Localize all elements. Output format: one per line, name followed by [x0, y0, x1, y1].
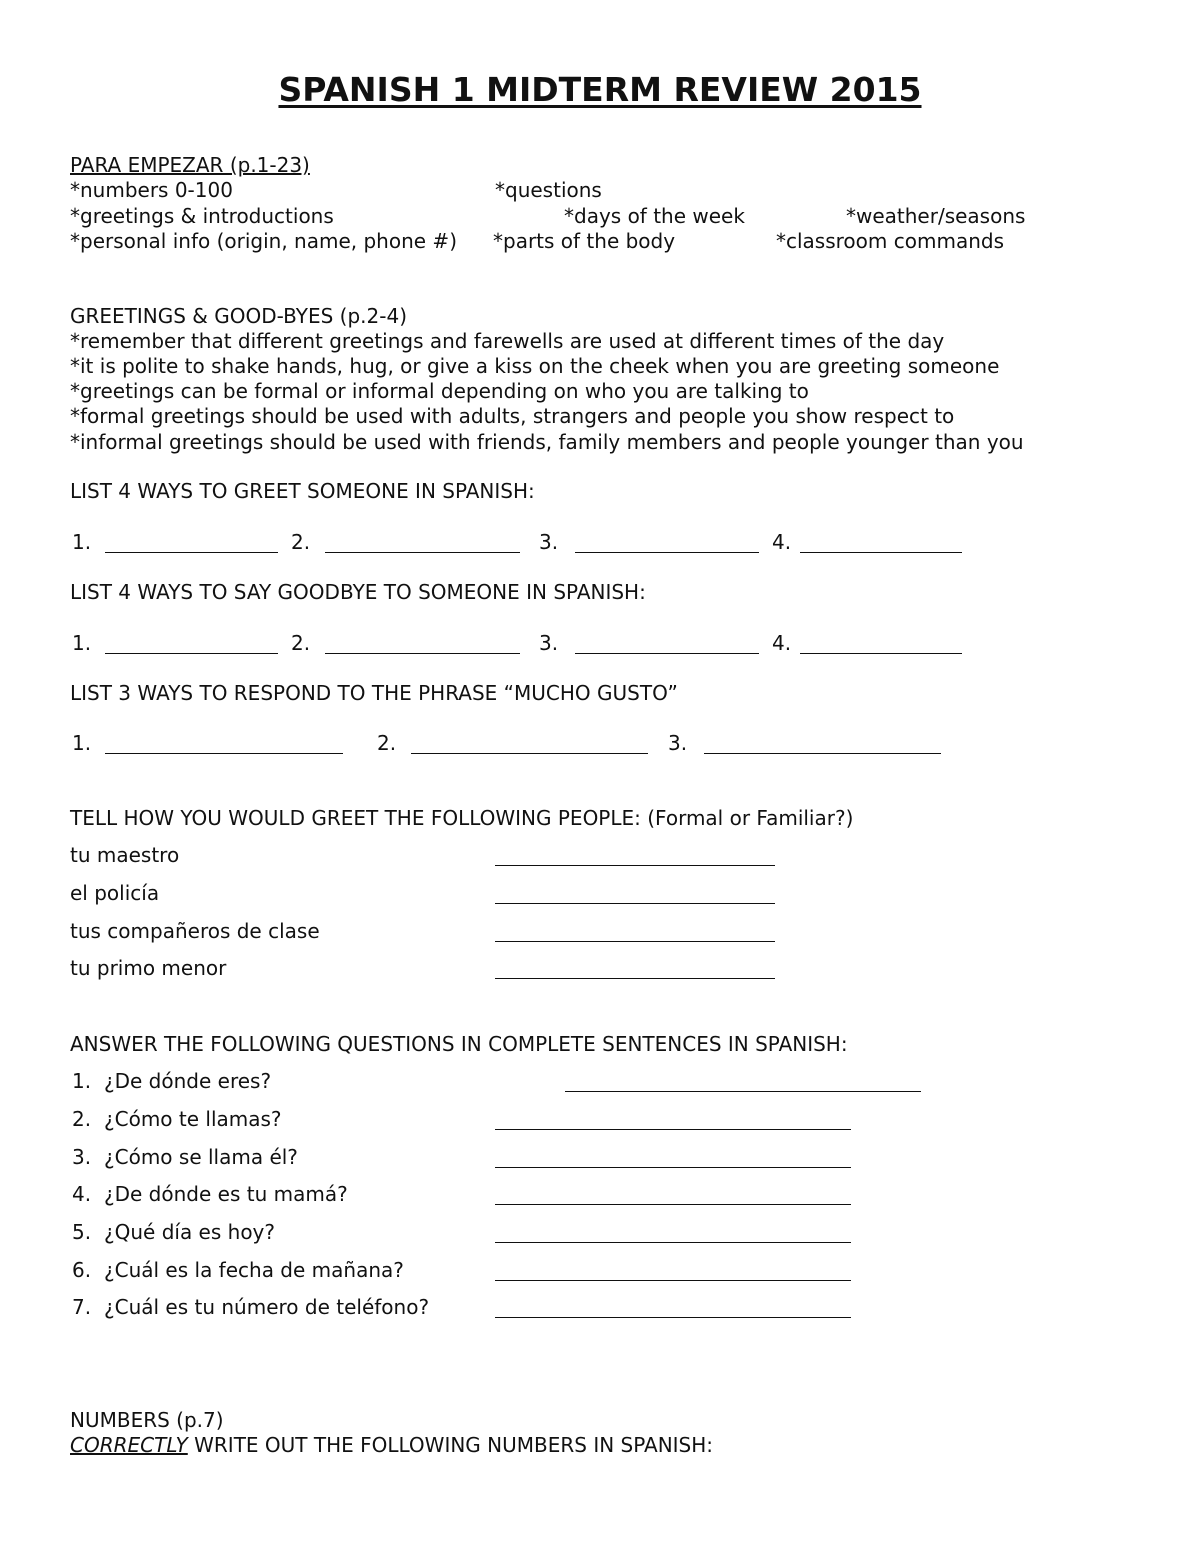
list-goodbye-prompt: LIST 4 WAYS TO SAY GOODBYE TO SOMEONE IN SPANISH:: [70, 580, 646, 604]
answer-blank[interactable]: [575, 552, 759, 553]
topic-item: *classroom commands: [776, 229, 1004, 253]
greetings-note: *informal greetings should be used with friends, family members and people younger than you: [70, 430, 1024, 454]
answer-blank[interactable]: [105, 552, 278, 553]
greetings-note: *formal greetings should be used with adults, strangers and people you show respect to: [70, 404, 955, 428]
person-label: el policía: [70, 881, 160, 905]
answer-blank[interactable]: [325, 653, 520, 654]
question-text: ¿Cuál es tu número de teléfono?: [104, 1295, 430, 1319]
list-respond-prompt: LIST 3 WAYS TO RESPOND TO THE PHRASE “MUCHO GUSTO”: [70, 681, 678, 705]
question-number: 7.: [72, 1295, 92, 1319]
topic-item: *weather/seasons: [846, 204, 1026, 228]
answer-number: 3.: [539, 631, 559, 655]
question-text: ¿Cuál es la fecha de mañana?: [104, 1258, 404, 1282]
answer-number: 1.: [72, 530, 92, 554]
topic-item: *questions: [495, 178, 602, 202]
answer-number: 2.: [291, 530, 311, 554]
question-number: 2.: [72, 1107, 92, 1131]
numbers-prompt: [70, 1433, 713, 1458]
answer-number: 3.: [539, 530, 559, 554]
topic-item: *personal info (origin, name, phone #): [70, 229, 457, 253]
answer-blank[interactable]: [325, 552, 520, 553]
person-label: tu maestro: [70, 843, 180, 867]
topic-item: *numbers 0-100: [70, 178, 233, 202]
numbers-heading: NUMBERS (p.7): [70, 1408, 224, 1432]
question-text: ¿Cómo se llama él?: [104, 1145, 298, 1169]
answer-blank[interactable]: [800, 552, 962, 553]
question-text: ¿Cómo te llamas?: [104, 1107, 282, 1131]
person-label: tu primo menor: [70, 956, 227, 980]
answer-number: 1.: [72, 631, 92, 655]
answer-number: 1.: [72, 731, 92, 755]
answer-blank[interactable]: [495, 865, 775, 866]
topic-item: *days of the week: [564, 204, 745, 228]
answer-number: 4.: [772, 530, 792, 554]
question-number: 6.: [72, 1258, 92, 1282]
answer-number: 2.: [291, 631, 311, 655]
numbers-prompt-text: WRITE OUT THE FOLLOWING NUMBERS IN SPANISH:: [187, 1433, 714, 1457]
question-text: ¿Qué día es hoy?: [104, 1220, 276, 1244]
greetings-note: *greetings can be formal or informal depending on who you are talking to: [70, 379, 809, 403]
question-number: 3.: [72, 1145, 92, 1169]
greetings-note: *remember that different greetings and farewells are used at different times of the day: [70, 329, 945, 353]
answer-blank[interactable]: [565, 1091, 921, 1092]
answer-blank[interactable]: [105, 653, 278, 654]
answer-blank[interactable]: [495, 1129, 851, 1130]
answer-blank[interactable]: [495, 1317, 851, 1318]
question-number: 4.: [72, 1182, 92, 1206]
answer-number: 2.: [377, 731, 397, 755]
answer-blank[interactable]: [800, 653, 962, 654]
greetings-heading: GREETINGS & GOOD-BYES (p.2-4): [70, 304, 407, 328]
answer-blank[interactable]: [495, 1167, 851, 1168]
question-number: 1.: [72, 1069, 92, 1093]
question-number: 5.: [72, 1220, 92, 1244]
answer-blank[interactable]: [495, 941, 775, 942]
questions-prompt: ANSWER THE FOLLOWING QUESTIONS IN COMPLETE SENTENCES IN SPANISH:: [70, 1032, 848, 1056]
answer-blank[interactable]: [495, 1204, 851, 1205]
answer-blank[interactable]: [575, 653, 759, 654]
greet-people-prompt: TELL HOW YOU WOULD GREET THE FOLLOWING PEOPLE: (Formal or Familiar?): [70, 806, 854, 830]
list-greet-prompt: LIST 4 WAYS TO GREET SOMEONE IN SPANISH:: [70, 479, 535, 503]
answer-blank[interactable]: [495, 1280, 851, 1281]
answer-blank[interactable]: [704, 753, 941, 754]
answer-number: 4.: [772, 631, 792, 655]
answer-number: 3.: [668, 731, 688, 755]
question-text: ¿De dónde es tu mamá?: [104, 1182, 348, 1206]
answer-blank[interactable]: [105, 753, 343, 754]
answer-blank[interactable]: [411, 753, 648, 754]
para-empezar-heading: PARA EMPEZAR (p.1-23): [70, 153, 310, 177]
topic-item: *greetings & introductions: [70, 204, 334, 228]
answer-blank[interactable]: [495, 978, 775, 979]
greetings-note: *it is polite to shake hands, hug, or give a kiss on the cheek when you are greeting someone: [70, 354, 1000, 378]
topic-item: *parts of the body: [493, 229, 676, 253]
person-label: tus compañeros de clase: [70, 919, 320, 943]
emphasis-text: CORRECTLY: [70, 1433, 188, 1457]
answer-blank[interactable]: [495, 903, 775, 904]
question-text: ¿De dónde eres?: [104, 1069, 272, 1093]
document-title: SPANISH 1 MIDTERM REVIEW 2015: [278, 70, 922, 109]
answer-blank[interactable]: [495, 1242, 851, 1243]
